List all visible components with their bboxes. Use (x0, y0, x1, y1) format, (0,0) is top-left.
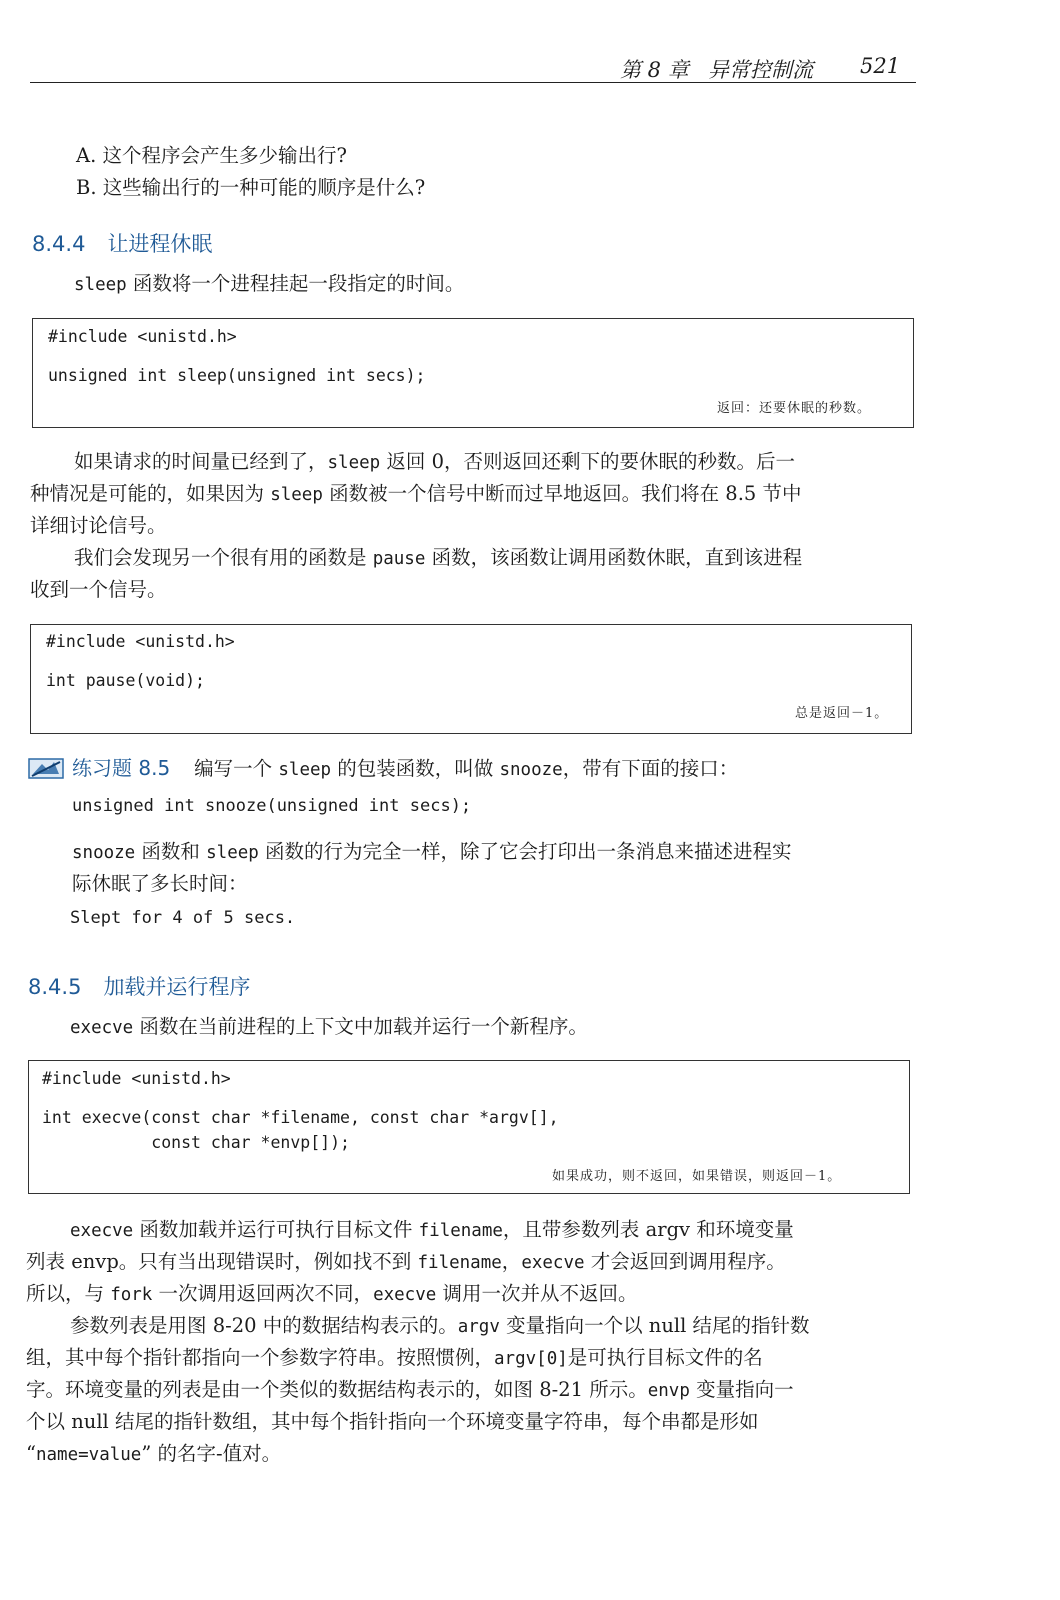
code-line: int execve(const char *filename, const char *argv[], (42, 1108, 559, 1127)
exercise-label: 练习题 8.5 (72, 756, 171, 780)
text: ，且带参数列表 argv 和环境变量 (502, 1218, 794, 1241)
section-title: 加载并运行程序 (103, 975, 251, 999)
inline-code: argv (457, 1317, 500, 1337)
text: 一次调用返回两次不同， (152, 1282, 374, 1305)
code-note: 返回：还要休眠的秒数。 (717, 401, 872, 416)
text: ， (501, 1250, 522, 1273)
inline-code: sleep (278, 760, 332, 780)
code-line: int pause(void); (46, 671, 205, 690)
code-line: const char *envp[]); (42, 1133, 350, 1152)
inline-code: filename (417, 1253, 502, 1273)
paragraph-line (30, 478, 802, 511)
text: 函数的行为完全一样，除了它会打印出一条消息来描述进程实 (258, 840, 792, 863)
text: 编写一个 (194, 757, 279, 780)
paragraph-line (74, 446, 795, 479)
inline-code: envp (647, 1381, 690, 1401)
text: 才会返回到调用程序。 (584, 1250, 786, 1273)
question-a: A. 这个程序会产生多少输出行? (76, 144, 347, 167)
text: 参数列表是用图 8-20 中的数据结构表示的。 (70, 1314, 458, 1337)
text: 函数被一个信号中断而过早地返回。我们将在 8.5 节中 (322, 482, 802, 505)
text: 的包装函数，叫做 (331, 757, 500, 780)
text: 如果请求的时间量已经到了， (74, 450, 328, 473)
code-note: 总是返回－1。 (795, 706, 889, 721)
text: ，带有下面的接口： (562, 757, 739, 780)
text: 返回 0，否则返回还剩下的要休眠的秒数。后一 (380, 450, 796, 473)
inline-code: pause (372, 549, 426, 569)
section-845-intro (70, 1011, 588, 1044)
section-title: 让进程休眠 (107, 232, 213, 256)
text: 函数加载并运行可执行目标文件 (133, 1218, 419, 1241)
text: 调用一次并从不返回。 (436, 1282, 638, 1305)
text: 变量指向一 (689, 1378, 794, 1401)
inline-code: execve (70, 1018, 134, 1038)
inline-code: sleep (327, 453, 381, 473)
question-b: B. 这些输出行的一种可能的顺序是什么? (76, 176, 426, 199)
section-heading-844 (32, 228, 212, 258)
text: 函数和 (135, 840, 207, 863)
paragraph-line: 收到一个信号。 (30, 578, 167, 601)
text: 函数，该函数让调用函数休眠，直到该进程 (425, 546, 803, 569)
paragraph-line (26, 1246, 786, 1279)
inline-code: name=value (35, 1445, 142, 1465)
inline-code: execve (70, 1221, 134, 1241)
code-line: unsigned int sleep(unsigned int secs); (48, 366, 426, 385)
text: 是可执行目标文件的名 (567, 1346, 763, 1369)
inline-code: sleep (206, 843, 259, 863)
inline-code: argv[0] (494, 1349, 568, 1369)
exercise-icon (28, 756, 64, 780)
text: 我们会发现另一个很有用的函数是 (74, 546, 373, 569)
paragraph-line (74, 542, 802, 575)
inline-code: execve (521, 1253, 585, 1273)
text: 字。环境变量的列表是由一个类似的数据结构表示的，如图 8-21 所示。 (26, 1378, 648, 1401)
section-number: 8.4.5 (28, 975, 82, 999)
text: 列表 envp。只有当出现错误时，例如找不到 (26, 1250, 418, 1273)
text: 组，其中每个指针都指向一个参数字符串。按照惯例， (26, 1346, 495, 1369)
exercise-signature: unsigned int snooze(unsigned int secs); (72, 796, 472, 816)
text: 变量指向一个以 null 结尾的指针数 (499, 1314, 810, 1337)
code-line: #include <unistd.h> (46, 632, 235, 651)
paragraph-line: 个以 null 结尾的指针数组，其中每个指针指向一个环境变量字符串，每个串都是形如 (26, 1410, 759, 1433)
code-note: 如果成功，则不返回，如果错误，则返回－1。 (552, 1169, 842, 1184)
header-rule (30, 82, 916, 83)
exercise-sample-output: Slept for 4 of 5 secs. (70, 908, 296, 928)
text: “ (26, 1442, 36, 1465)
intro-text: 函数在当前进程的上下文中加载并运行一个新程序。 (133, 1015, 588, 1038)
inline-code: sleep (270, 485, 323, 505)
paragraph-line (26, 1278, 637, 1311)
section-844-intro (74, 268, 464, 301)
text: 所以，与 (26, 1282, 111, 1305)
section-heading-845 (28, 971, 250, 1001)
intro-text: 函数将一个进程挂起一段指定的时间。 (126, 272, 465, 295)
exercise-line (72, 752, 738, 786)
chapter-title: 异常控制流 (708, 58, 813, 82)
paragraph-line (70, 1214, 794, 1247)
inline-code: snooze (499, 760, 563, 780)
paragraph-line (26, 1438, 281, 1471)
inline-code: execve (373, 1285, 437, 1305)
inline-code: filename (418, 1221, 503, 1241)
page-number: 521 (860, 54, 901, 78)
code-line: #include <unistd.h> (42, 1069, 231, 1088)
paragraph-line (70, 1310, 810, 1343)
paragraph-line (26, 1374, 794, 1407)
code-line: #include <unistd.h> (48, 327, 237, 346)
exercise-desc-line (72, 836, 792, 869)
inline-code: snooze (72, 843, 136, 863)
paragraph-line: 详细讨论信号。 (30, 514, 167, 537)
chapter-label: 第 8 章 (620, 58, 689, 82)
inline-code: sleep (74, 275, 127, 295)
text: ” 的名字-值对。 (141, 1442, 282, 1465)
text: 种情况是可能的，如果因为 (30, 482, 271, 505)
inline-code: fork (110, 1285, 153, 1305)
paragraph-line (26, 1342, 763, 1375)
exercise-desc-line: 际休眠了多长时间： (72, 872, 248, 895)
section-number: 8.4.4 (32, 232, 86, 256)
